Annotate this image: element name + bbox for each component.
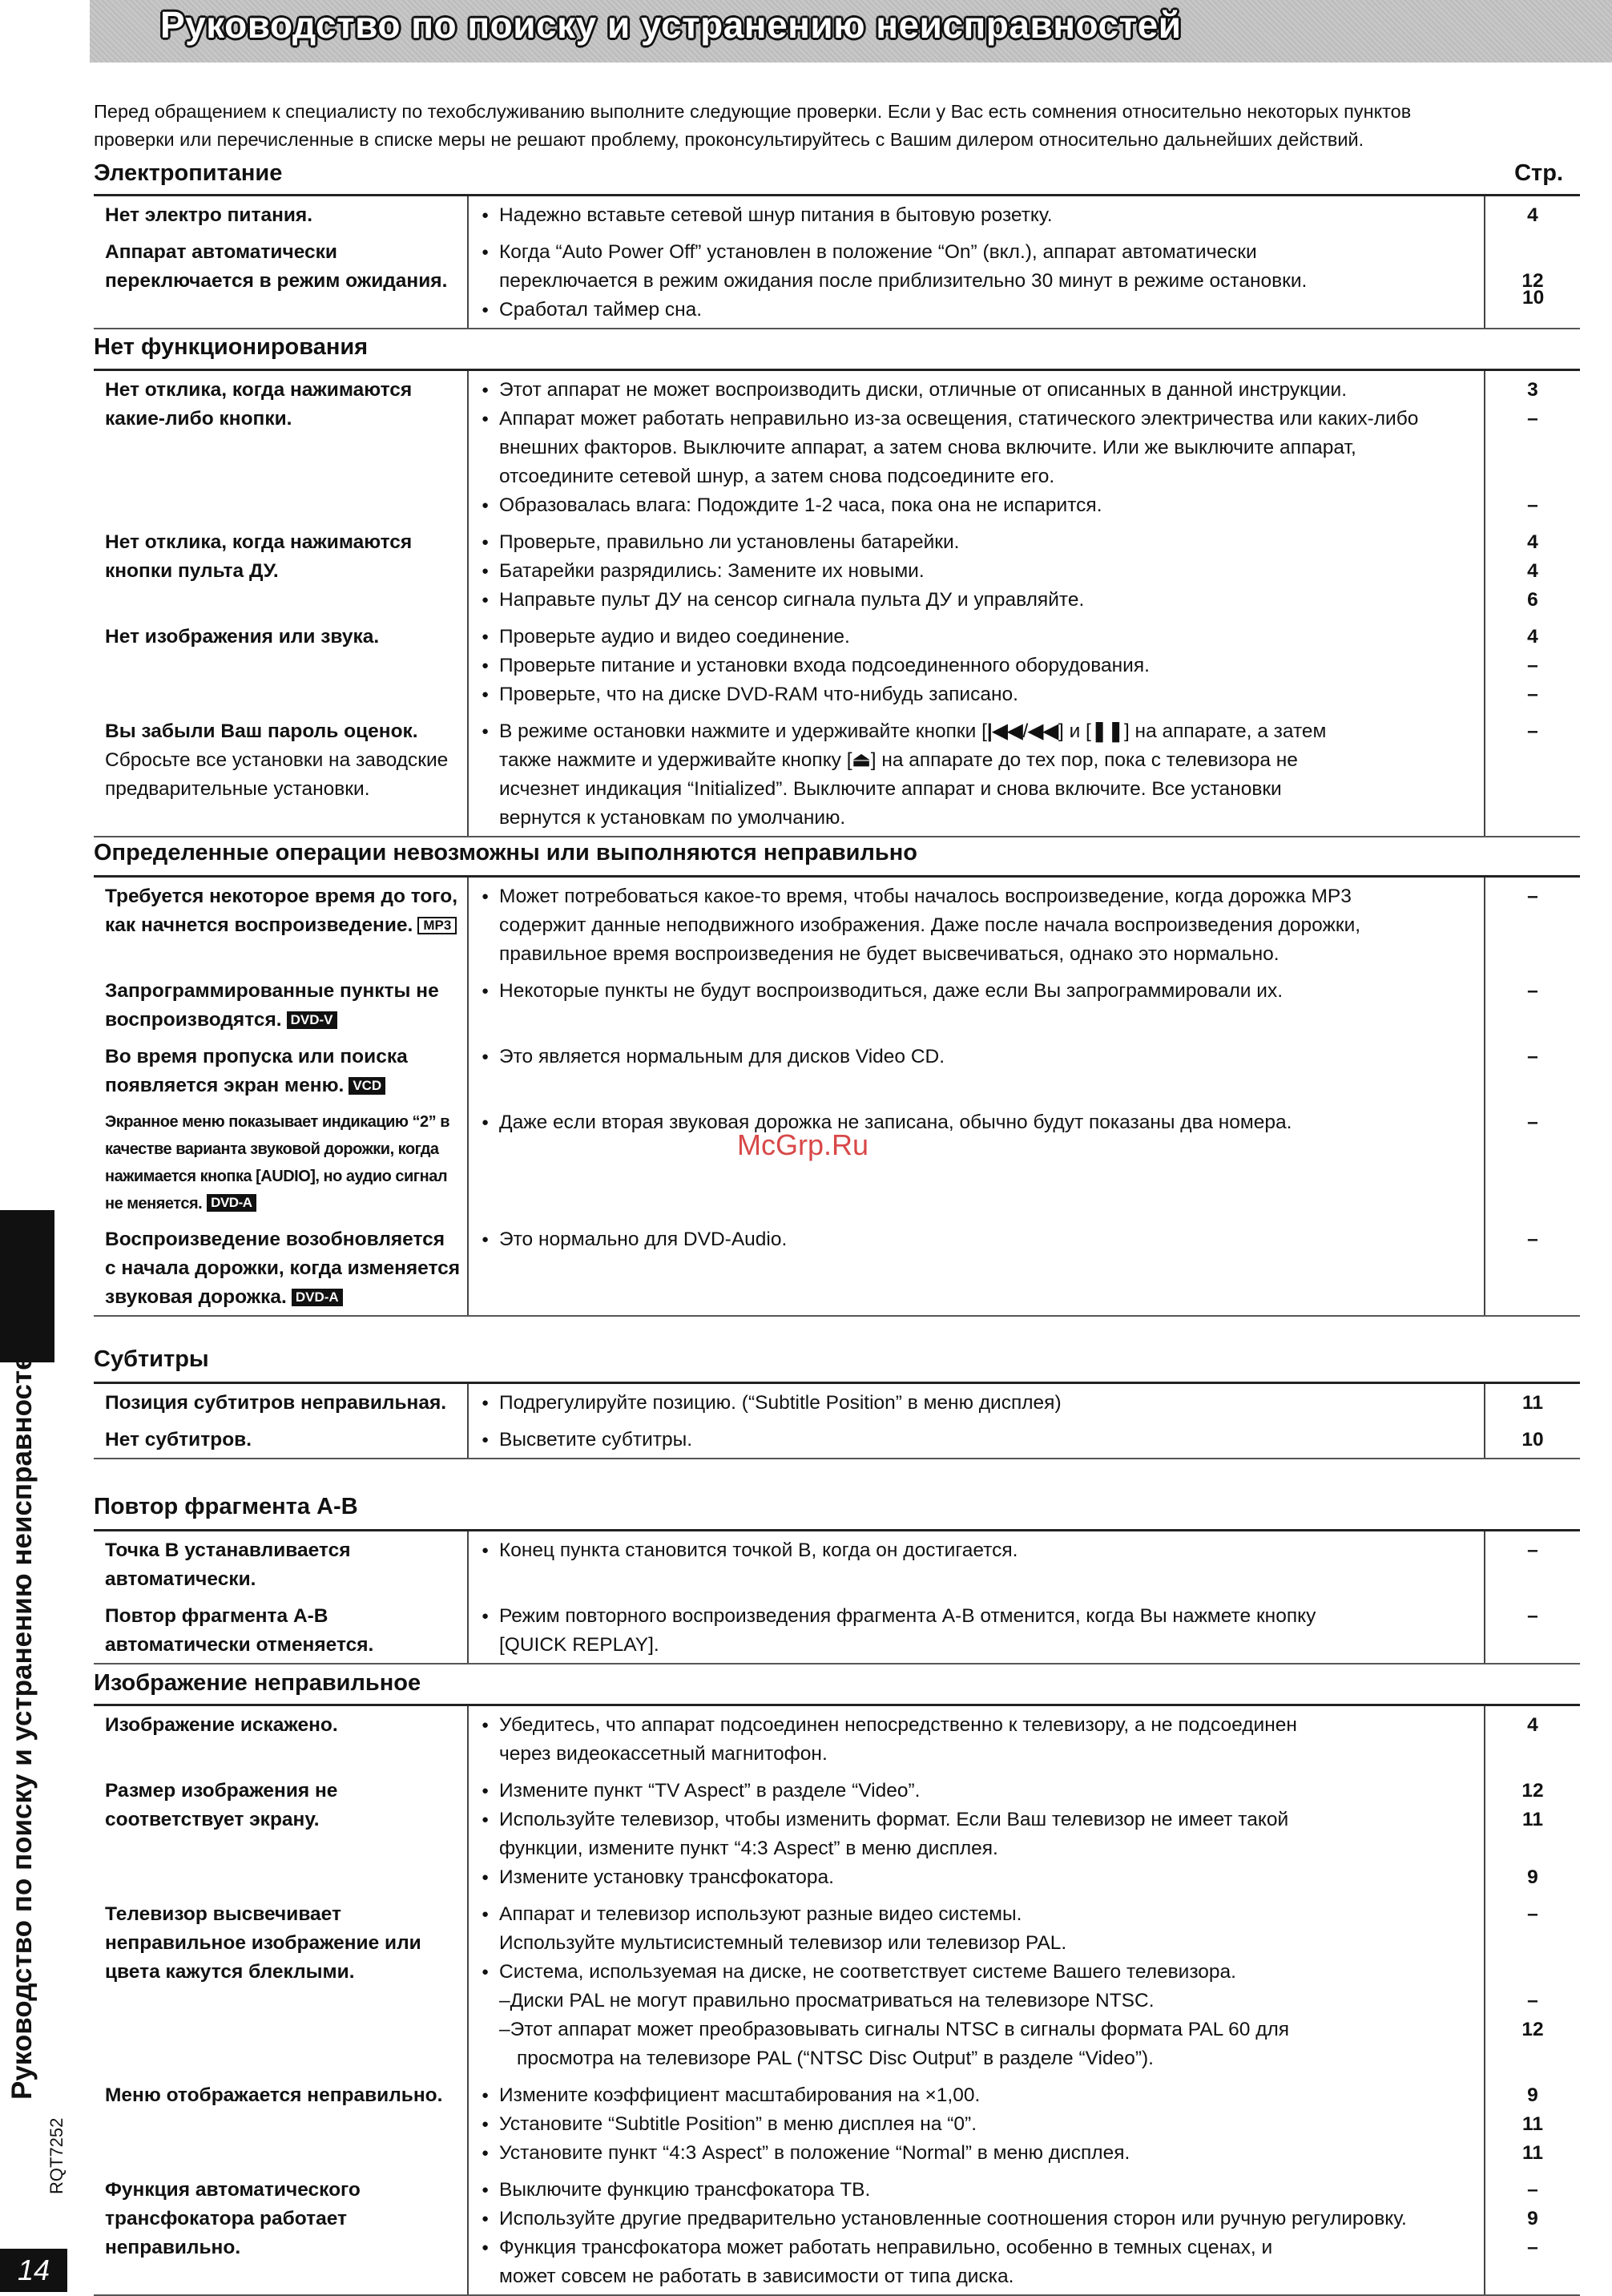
problem-cell: Экранное меню показывает индикацию “2” в качестве варианта звуковой дорожки, когда нажимается кнопка [AUDIO], но аудио сигнал не меняется. DVD-A xyxy=(94,1104,469,1221)
table-picture xyxy=(94,1704,1580,2296)
rewind-icon: ◀◀ xyxy=(1028,720,1058,742)
remedy-cell: ● Выключите функцию трансфокатора ТВ. ● Используйте другие предварительно установленные соотношения сторон или ручную регулировку. ● Функция трансфокатора может работать неправильно, особенно в темных сценах, и может совсем не работать в зависимости от типа диска. xyxy=(469,2171,1485,2294)
page-cell: 10 xyxy=(1521,1429,1544,1451)
remedy-cell: ● Проверьте аудио и видео соединение. ● Проверьте питание и установки входа подсоединенного оборудования. ● Проверьте, что на диске DVD-RAM что-нибудь записано. xyxy=(469,618,1485,712)
page-cell: 12 11 9 xyxy=(1521,1780,1544,1888)
remedy-cell: ● Конец пункта становится точкой В, когда он достигается. xyxy=(469,1531,1485,1597)
table-row xyxy=(94,1038,1580,1104)
table-row xyxy=(94,2076,1580,2171)
problem-cell: Требуется некоторое время до того, как начнется воспроизведение. MP3 xyxy=(94,878,469,972)
section-ab-title: Повтор фрагмента А-В xyxy=(94,1494,358,1519)
table-row xyxy=(94,1384,1580,1421)
table-row xyxy=(94,196,1580,233)
mp3-tag: MP3 xyxy=(417,917,457,934)
table-row xyxy=(94,1221,1580,1315)
skip-back-icon: |◀◀ xyxy=(986,720,1023,742)
page-cell: 4 4 6 xyxy=(1527,531,1538,611)
table-row xyxy=(94,712,1580,836)
page-cell: 12 xyxy=(1521,270,1544,292)
section-nofunc-title: Нет функционирования xyxy=(94,334,369,360)
remedy-cell: ● Высветите субтитры. xyxy=(469,1421,1485,1458)
problem-cell: Нет отклика, когда нажимаются кнопки пульта ДУ. xyxy=(94,523,469,618)
table-row xyxy=(94,1772,1580,1895)
table-row xyxy=(94,1421,1580,1458)
problem-cell: Вы забыли Ваш пароль оценок. Сбросьте все установки на заводские предварительные установки. xyxy=(94,712,469,836)
problem-cell: Позиция субтитров неправильная. xyxy=(94,1384,469,1421)
problem-cell: Воспроизведение возобновляется с начала дорожки, когда изменяется звуковая дорожка. DVD-A xyxy=(94,1221,469,1315)
dvd-a-tag: DVD-A xyxy=(292,1289,343,1306)
dvd-v-tag: DVD-V xyxy=(287,1011,337,1029)
table-subs xyxy=(94,1382,1580,1459)
problem-cell: Функция автоматического трансфокатора работает неправильно. xyxy=(94,2171,469,2294)
page-cell: 9 11 11 xyxy=(1522,2084,1543,2164)
pause-icon: ❚❚ xyxy=(1090,720,1124,742)
remedy-cell: ● Некоторые пункты не будут воспроизводиться, даже если Вы запрограммировали их. xyxy=(469,972,1485,1038)
section-ops-title: Определенные операции невозможны или выполняются неправильно xyxy=(94,840,917,866)
problem-cell: Нет отклика, когда нажимаются какие-либо кнопки. xyxy=(94,371,469,523)
problem-cell: Нет изображения или звука. xyxy=(94,618,469,712)
page-cell: – 9 – xyxy=(1527,2179,1538,2258)
remedy-cell: ● Когда “Auto Power Off” установлен в положение “On” (вкл.), аппарат автоматически переключается в режим ожидания после приблизительно 30 минут в режиме остановки. ● Сработал таймер сна. xyxy=(469,233,1485,328)
remedy-cell: ● Даже если вторая звуковая дорожка не записана, обычно будут показаны два номера. xyxy=(469,1104,1485,1221)
remedy-cell: ● Этот аппарат не может воспроизводить диски, отличные от описанных в данной инструкции. ● Аппарат может работать неправильно из-за освещения, статического электричества или каких-либо внешних факторов. Выключите аппарат, а затем снова включите. Или же выключите аппарат, отсоедините сетевой шнур, а затем снова подсоедините его. ● Образовалась влага: Подождите 1-2 часа, пока она не испарится. xyxy=(469,371,1485,523)
page-cell: – – 12 xyxy=(1521,1903,1544,2040)
table-ab xyxy=(94,1529,1580,1664)
section-power-title: Электропитание Стр. xyxy=(94,160,1563,186)
sidebar-title: Руководство по поиску и устранению неисправностей xyxy=(6,1337,38,2100)
problem-cell: Аппарат автоматически переключается в режим ожидания. xyxy=(94,233,469,328)
remedy-cell: ● Режим повторного воспроизведения фрагмента А-В отменится, когда Вы нажмете кнопку [QUICK REPLAY]. xyxy=(469,1597,1485,1663)
remedy-cell: ● Проверьте, правильно ли установлены батарейки. ● Батарейки разрядились: Замените их новыми. ● Направьте пульт ДУ на сенсор сигнала пульта ДУ и управляйте. xyxy=(469,523,1485,618)
section-picture-title: Изображение неправильное xyxy=(94,1670,421,1696)
table-row xyxy=(94,878,1580,972)
table-row xyxy=(94,1706,1580,1772)
problem-cell: Размер изображения не соответствует экрану. xyxy=(94,1772,469,1895)
problem-cell: Нет субтитров. xyxy=(94,1421,469,1458)
watermark: McGrp.Ru xyxy=(737,1128,869,1161)
page-cell: 4 xyxy=(1527,1714,1538,1736)
table-row xyxy=(94,618,1580,712)
remedy-cell: ● Убедитесь, что аппарат подсоединен непосредственно к телевизору, а не подсоединен через видеокассетный магнитофон. xyxy=(469,1706,1485,1772)
intro-text xyxy=(94,98,1552,154)
table-row xyxy=(94,1531,1580,1597)
title-bar xyxy=(90,0,1612,63)
problem-cell: Повтор фрагмента А-В автоматически отменяется. xyxy=(94,1597,469,1663)
table-row xyxy=(94,233,1580,328)
table-row xyxy=(94,1104,1580,1221)
problem-cell: Изображение искажено. xyxy=(94,1706,469,1772)
remedy-cell: ● Это нормально для DVD-Audio. xyxy=(469,1221,1485,1315)
remedy-cell: ● В режиме остановки нажмите и удерживайте кнопки [|◀◀/◀◀] и [❚❚] на аппарате, а затем также нажмите и удерживайте кнопку [⏏] на аппарате до тех пор, пока с телевизора не исчезнет индикация “Initialized”. Выключите аппарат и снова включите. Все установки вернутся к установкам по умолчанию. xyxy=(469,712,1485,836)
dvd-a-tag: DVD-A xyxy=(207,1194,256,1212)
intro-line: Перед обращением к специалисту по техобслуживанию выполните следующие проверки. Если у Вас есть сомнения относительно некоторых пунктов xyxy=(94,101,1412,122)
remedy-cell: ● Может потребоваться какое-то время, чтобы началось воспроизведение, когда дорожка MP3 содержит данные неподвижного изображения. Даже после начала воспроизведения дорожки, правильное время воспроизведения не будет высвечиваться, однако это нормально. xyxy=(469,878,1485,972)
page-cell: 11 xyxy=(1522,1392,1543,1414)
table-row xyxy=(94,523,1580,618)
page-ref: 10 xyxy=(1522,287,1545,309)
page-number: 14 xyxy=(0,2249,67,2292)
remedy-cell: ● Подрегулируйте позицию. (“Subtitle Position” в меню дисплея) xyxy=(469,1384,1485,1421)
eject-icon: ⏏ xyxy=(852,749,871,771)
page-cell: – xyxy=(1527,1046,1538,1067)
problem-cell: Запрограммированные пункты не воспроизводятся. DVD-V xyxy=(94,972,469,1038)
table-power xyxy=(94,194,1580,329)
page-cell: – xyxy=(1527,886,1538,907)
intro-line: проверки или перечисленные в списке меры не решают проблему, проконсультируйтесь с Вашим дилером относительно дальнейших действий. xyxy=(94,129,1364,150)
section-subs-title: Субтитры xyxy=(94,1346,209,1372)
page-cell: – xyxy=(1527,1605,1538,1627)
remedy-cell: ● Аппарат и телевизор используют разные видео системы. Используйте мультисистемный телевизор или телевизор PAL. ● Система, используемая на диске, не соответствует системе Вашего телевизора. –Диски PAL не могут правильно просматриваться на телевизоре NTSC. –Этот аппарат может преобразовывать сигналы NTSC в сигналы формата PAL 60 для просмотра на телевизоре PAL (“NTSC Disc Output” в разделе “Video”). xyxy=(469,1895,1485,2076)
table-row xyxy=(94,1597,1580,1663)
problem-cell: Точка В устанавливается автоматически. xyxy=(94,1531,469,1597)
page-cell: – xyxy=(1527,1539,1538,1561)
table-row xyxy=(94,1895,1580,2076)
problem-cell: Во время пропуска или поиска появляется экран меню. VCD xyxy=(94,1038,469,1104)
table-nofunc xyxy=(94,369,1580,837)
problem-cell: Меню отображается неправильно. xyxy=(94,2076,469,2171)
page-cell: – xyxy=(1527,980,1538,1002)
document-code: RQT7252 xyxy=(46,2117,66,2194)
remedy-cell: ● Это является нормальным для дисков Video CD. xyxy=(469,1038,1485,1104)
page-cell: – xyxy=(1527,720,1538,742)
table-ops xyxy=(94,875,1580,1317)
remedy-cell: ● Измените пункт “TV Aspect” в разделе “Video”. ● Используйте телевизор, чтобы изменить формат. Если Ваш телевизор не имеет такой функции, измените пункт “4:3 Aspect” в меню дисплея. ● Измените установку трансфокатора. xyxy=(469,1772,1485,1895)
page-cell: – xyxy=(1527,1229,1538,1250)
page-cell: 4 xyxy=(1527,204,1538,226)
remedy-cell: ● Измените коэффициент масштабирования на ×1,00. ● Установите “Subtitle Position” в меню дисплея на “0”. ● Установите пункт “4:3 Aspect” в положение “Normal” в меню дисплея. xyxy=(469,2076,1485,2171)
table-row xyxy=(94,972,1580,1038)
remedy-cell: ● Надежно вставьте сетевой шнур питания в бытовую розетку. xyxy=(469,196,1485,233)
table-row xyxy=(94,2171,1580,2294)
page-column-label: Стр. xyxy=(1514,160,1563,186)
page-title: Руководство по поиску и устранению неисправностей xyxy=(160,4,1182,46)
page-cell: – xyxy=(1527,1112,1538,1133)
vcd-tag: VCD xyxy=(349,1077,385,1095)
problem-cell: Телевизор высвечивает неправильное изображение или цвета кажутся блеклыми. xyxy=(94,1895,469,2076)
page-cell: 3 – – xyxy=(1527,379,1538,516)
problem-cell: Нет электро питания. xyxy=(94,196,469,233)
page-cell: 4 – – xyxy=(1527,626,1538,705)
table-row xyxy=(94,371,1580,523)
